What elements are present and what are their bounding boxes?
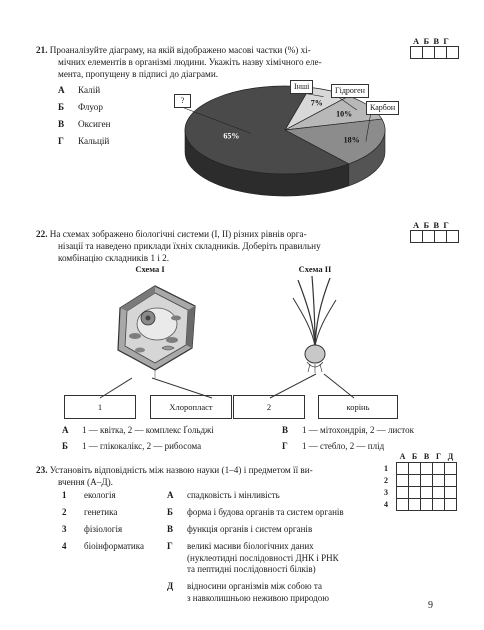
q23-right-item: Г великі масиви біологічних даних (нуклеотидні послідовності ДНК і РНК та пептидні послідовності білків) (167, 541, 339, 574)
q21-option-v[interactable]: В Оксиген (58, 119, 111, 129)
q23-right-list (167, 490, 387, 609)
q23-cell[interactable] (397, 463, 409, 475)
q21-cell-b[interactable] (423, 47, 435, 59)
pie-label-1: 18% (343, 135, 360, 145)
q23-cell[interactable] (421, 499, 433, 511)
q22-cell-g[interactable] (447, 231, 459, 243)
callout-carbon: Карбон (366, 101, 399, 115)
q22-option-b[interactable]: Б 1 — глікокалікс, 2 — рибосома (62, 441, 202, 451)
q23-right-item: Б форма і будова органів та систем органів (167, 507, 344, 517)
q21-cell-v[interactable] (435, 47, 447, 59)
q23-right-item: А спадковість і мінливість (167, 490, 280, 500)
q23-cell[interactable] (433, 499, 445, 511)
q23-cell[interactable] (445, 487, 457, 499)
q22-number: 22. (36, 229, 48, 239)
q22-answer-grid: АБВГ (410, 220, 459, 243)
schema-box-2: 2 (233, 395, 305, 419)
pie-label-2: 10% (336, 109, 353, 119)
q23-left-item: 3 фізіологія (62, 524, 123, 534)
q22-option-v[interactable]: В 1 — мітохондрія, 2 — листок (282, 425, 414, 435)
q21-cell-a[interactable] (411, 47, 423, 59)
q23-right-item: В функція органів і систем органів (167, 524, 313, 534)
q23-number: 23. (36, 465, 48, 475)
q22-text: 22. На схемах зображено біологічні системи (І, ІІ) різних рівнів орга- нізації та наведено приклади їхніх складників. Доберіть правильну комбінацію складників 1 і 2. (36, 229, 321, 264)
q22-cell-b[interactable] (423, 231, 435, 243)
q23-cell[interactable] (421, 463, 433, 475)
q23-text: 23. Установіть відповідність між назвою науки (1–4) і предметом її ви- вчення (А–Д). (36, 465, 313, 488)
q22-option-g[interactable]: Г 1 — стебло, 2 — плід (282, 441, 385, 451)
schema-box-chloroplast: Хлоропласт (150, 395, 232, 419)
q23-left-item: 4 біоінформатика (62, 541, 144, 551)
q23-cell[interactable] (421, 475, 433, 487)
q21-pie-chart (165, 70, 405, 210)
callout-other: Інші (290, 80, 313, 94)
q23-cell[interactable] (409, 487, 421, 499)
q23-left-item: 1 екологія (62, 490, 116, 500)
schema-2-title: Схема ІІ (298, 264, 332, 274)
q23-cell[interactable] (409, 463, 421, 475)
q22-option-a[interactable]: А 1 — квітка, 2 — комплекс Ґольджі (62, 425, 214, 435)
plant-cell-illustration (100, 278, 210, 378)
q23-cell[interactable] (397, 499, 409, 511)
schema-box-root: корінь (318, 395, 398, 419)
q23-cell[interactable] (445, 475, 457, 487)
onion-plant-illustration (290, 276, 340, 376)
q23-cell[interactable] (433, 475, 445, 487)
q23-cell[interactable] (409, 499, 421, 511)
pie-label-3: 7% (310, 98, 323, 108)
q21-number: 21. (36, 45, 48, 55)
q23-cell[interactable] (445, 463, 457, 475)
q21-cell-g[interactable] (447, 47, 459, 59)
callout-hydrogen: Гідроген (331, 84, 369, 98)
schema-1-title: Схема І (135, 264, 165, 274)
page-number: 9 (428, 600, 433, 611)
q21-option-g[interactable]: Г Кальцій (58, 136, 110, 146)
q23-left-item: 2 генетика (62, 507, 118, 517)
schema-box-1: 1 (64, 395, 136, 419)
q23-answer-grid: А Б В Г Д 1 2 3 4 (384, 451, 457, 511)
q21-text: 21. Проаналізуйте діаграму, на якій відображено масові частки (%) хі- мічних елементів в організмі людини. Укажіть назву хімічного еле- мента, пропущену в підписі до діаграми. (36, 45, 322, 80)
q23-left-list (62, 490, 144, 558)
pie-label-0: 65% (223, 131, 240, 141)
q21-answer-grid: АБВГ (410, 36, 459, 59)
pie-top (185, 86, 385, 174)
q23-right-item: Д відносини організмів між собою та з навколишньою неживою природою (167, 581, 329, 603)
q22-cell-v[interactable] (435, 231, 447, 243)
q21-option-b[interactable]: Б Флуор (58, 102, 103, 112)
q21-option-a[interactable]: А Калій (58, 85, 101, 95)
q23-cell[interactable] (397, 487, 409, 499)
q23-cell[interactable] (433, 463, 445, 475)
q22-cell-a[interactable] (411, 231, 423, 243)
callout-unknown: ? (174, 94, 191, 108)
q23-cell[interactable] (433, 487, 445, 499)
q23-cell[interactable] (445, 499, 457, 511)
q23-cell[interactable] (409, 475, 421, 487)
q21-options (58, 84, 111, 152)
q23-cell[interactable] (397, 475, 409, 487)
q23-cell[interactable] (421, 487, 433, 499)
